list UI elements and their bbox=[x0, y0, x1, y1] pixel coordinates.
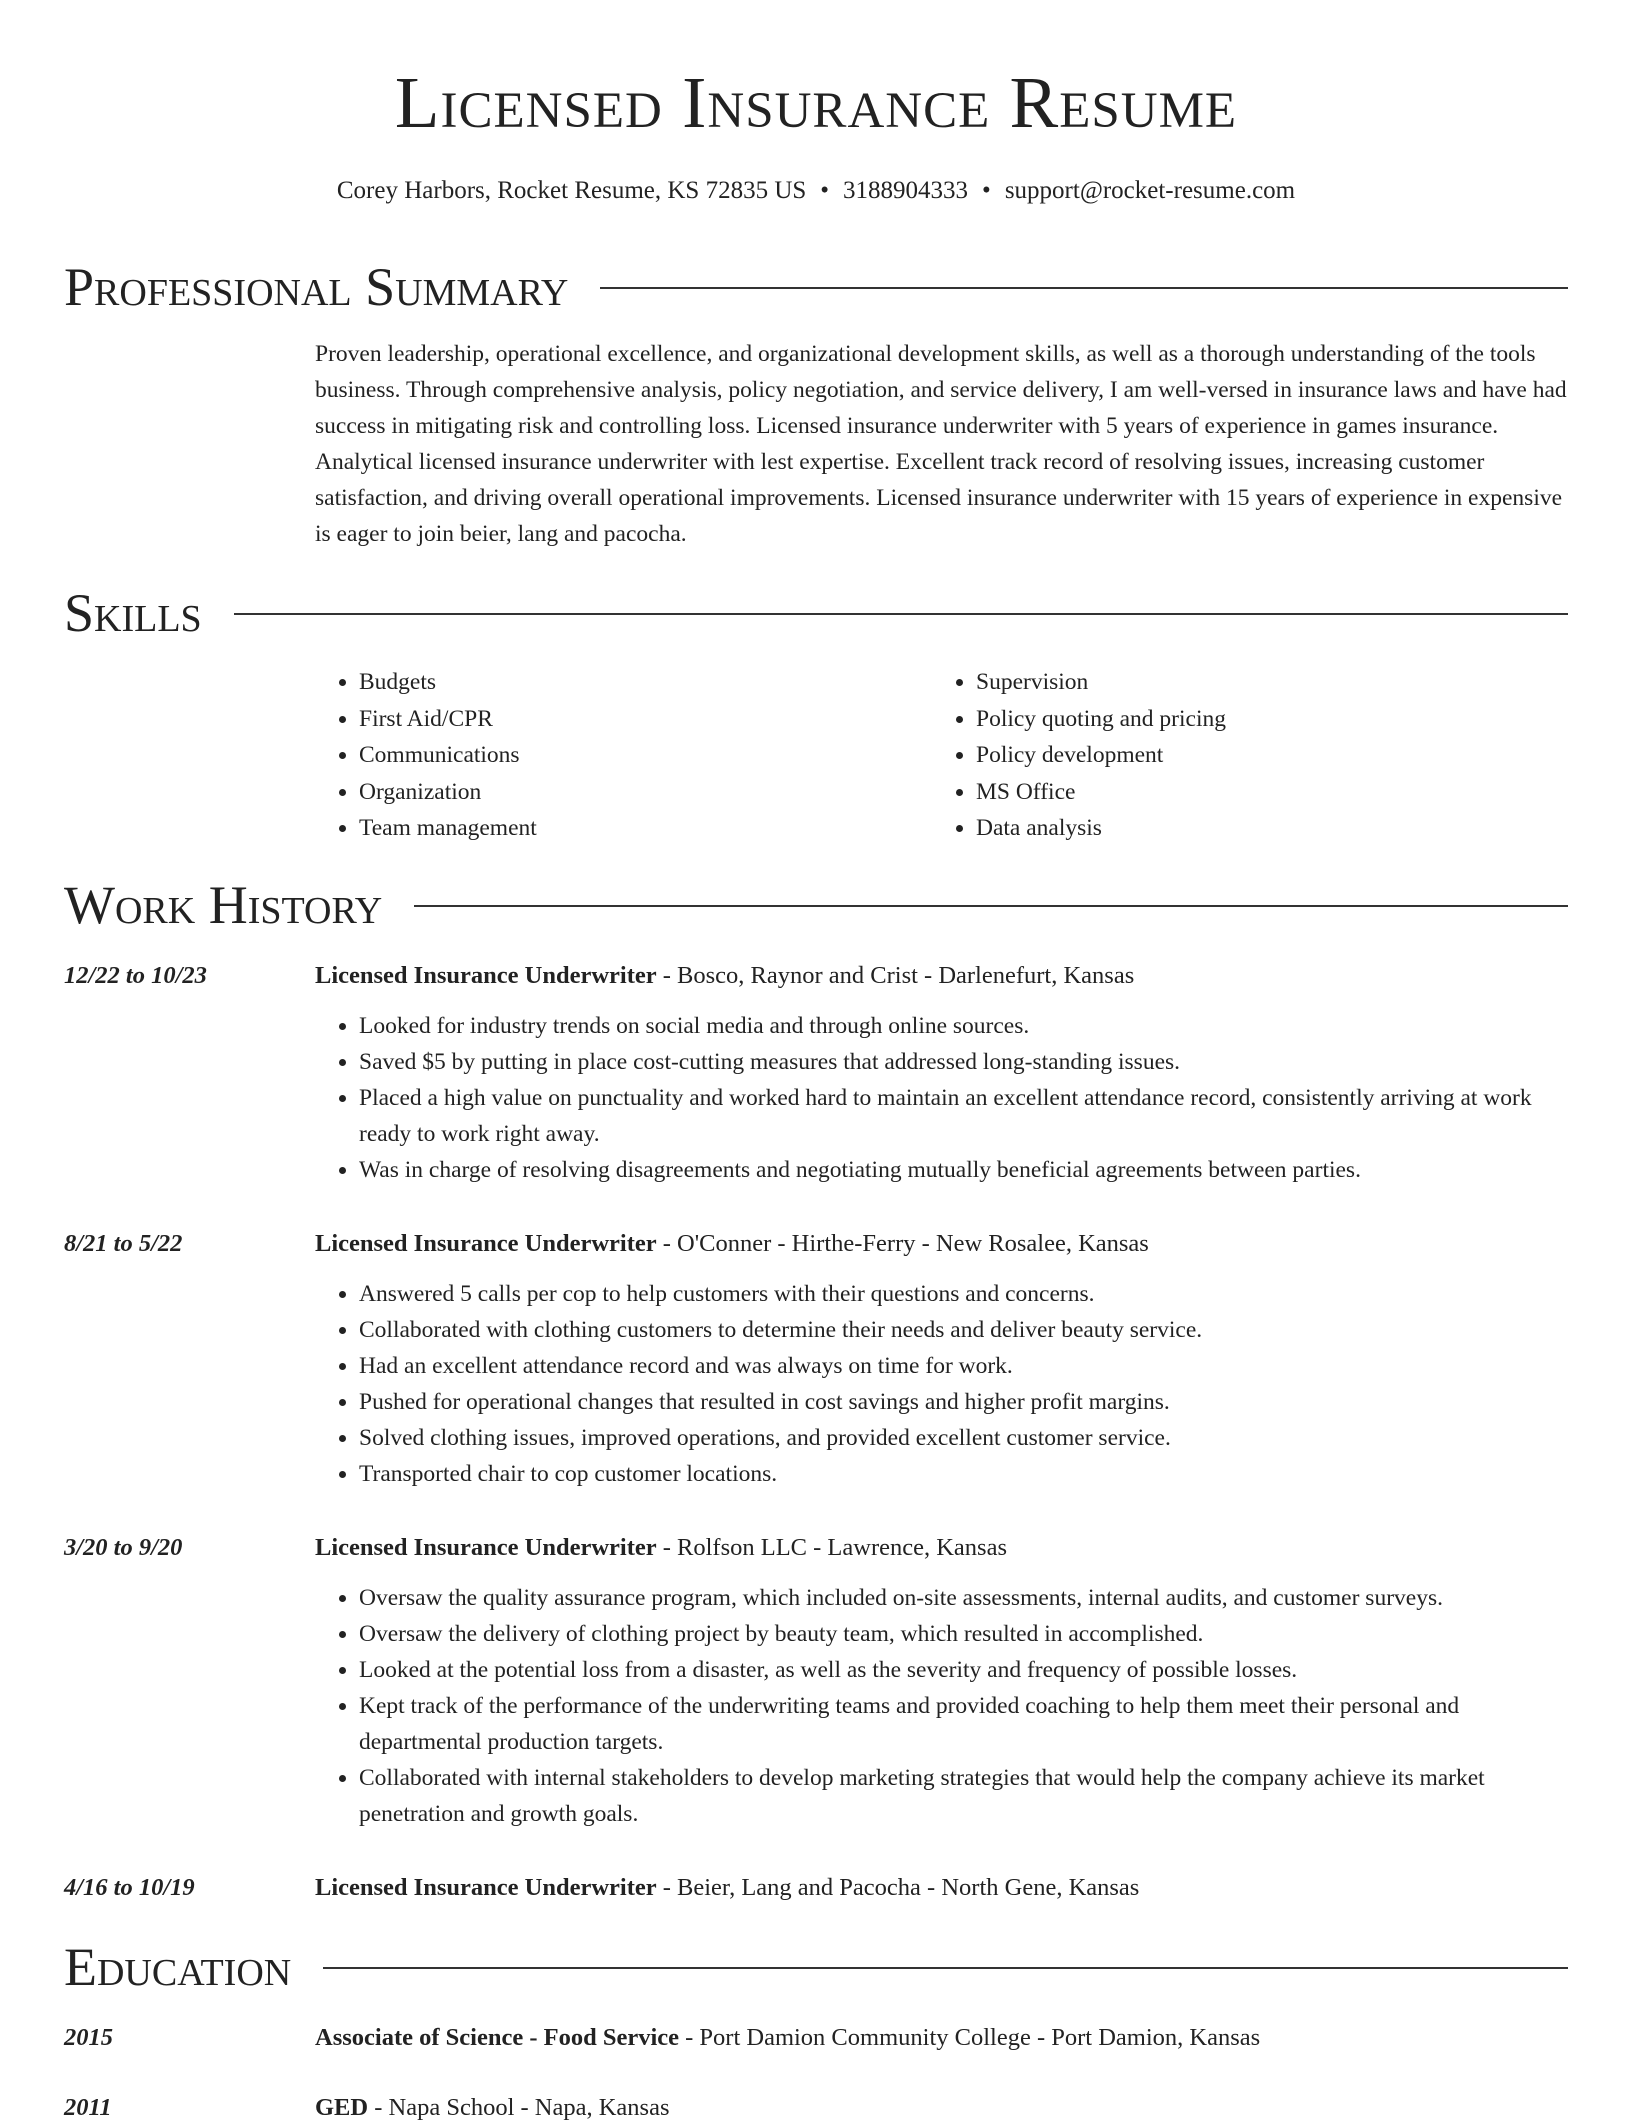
summary-section-header bbox=[64, 252, 1568, 322]
education-header bbox=[64, 2020, 1568, 2056]
job-title: Licensed Insurance Underwriter bbox=[315, 1874, 657, 1901]
job-title: Licensed Insurance Underwriter bbox=[315, 1230, 657, 1257]
skill-item: • First Aid/CPR bbox=[359, 701, 537, 738]
job-bullet: • Placed a high value on punctuality and worked hard to maintain an excellent attendance record, consistently arriving at work ready to work right away. bbox=[359, 1080, 1568, 1152]
education-heading: Education bbox=[64, 1937, 292, 1997]
job-dates: 3/20 to 9/20 bbox=[64, 1534, 183, 1561]
education-school: - Napa School - Napa, Kansas bbox=[368, 2094, 670, 2121]
education-entry bbox=[64, 2020, 1568, 2056]
education-summary bbox=[315, 2020, 1260, 2056]
job-entry bbox=[64, 1530, 1568, 1832]
job-bullet: • Oversaw the quality assurance program, which included on-site assessments, internal audits, and customer surveys. bbox=[359, 1580, 1568, 1616]
education-degree: GED bbox=[315, 2094, 369, 2121]
education-degree: Associate of Science - Food Service bbox=[315, 2024, 679, 2051]
job-summary bbox=[315, 958, 1134, 994]
skill-item: • Communications bbox=[359, 737, 537, 774]
job-employer: - Rolfson LLC - Lawrence, Kansas bbox=[656, 1534, 1007, 1561]
contact-phone: 3188904333 bbox=[843, 177, 969, 204]
resume-title: Licensed Insurance Resume bbox=[394, 62, 1238, 143]
job-entry bbox=[64, 1870, 1568, 1906]
job-bullet: • Solved clothing issues, improved operations, and provided excellent customer service. bbox=[359, 1420, 1568, 1456]
job-title: Licensed Insurance Underwriter bbox=[315, 1534, 657, 1561]
job-bullet: • Collaborated with clothing customers to determine their needs and deliver beauty service. bbox=[359, 1312, 1568, 1348]
education-school: - Port Damion Community College - Port Damion, Kansas bbox=[679, 2024, 1261, 2051]
contact-line bbox=[0, 174, 1632, 208]
job-header bbox=[64, 1530, 1568, 1566]
section-divider bbox=[600, 287, 1568, 289]
contact-email: support@rocket-resume.com bbox=[1004, 177, 1296, 204]
section-divider bbox=[234, 613, 1568, 615]
education-summary bbox=[315, 2090, 670, 2126]
job-bullet: • Collaborated with internal stakeholders to develop marketing strategies that would help the company achieve its market penetration and growth goals. bbox=[359, 1760, 1568, 1832]
skill-item: • Data analysis bbox=[976, 810, 1226, 847]
section-divider bbox=[323, 1967, 1568, 1969]
job-dates: 12/22 to 10/23 bbox=[64, 962, 207, 989]
summary-text: Proven leadership, operational excellence, and organizational development skills, as well as a thorough understanding of the tools business. Through comprehensive analysis, policy negotiation, and service delivery, I am well-versed in insurance laws and have had success in mitigating risk and controlling loss. Licensed insurance underwriter with 5 years of experience in games insurance. Analytical licensed insurance underwriter with lest expertise. Excellent track record of resolving issues, increasing customer satisfaction, and driving overall operational improvements. Licensed insurance underwriter with 15 years of experience in expensive is eager to join beier, lang and pacocha. bbox=[315, 341, 1567, 547]
education-year: 2015 bbox=[64, 2024, 113, 2051]
skill-item: • Budgets bbox=[359, 664, 537, 701]
skill-item: • Policy quoting and pricing bbox=[976, 701, 1226, 738]
job-bullet: • Had an excellent attendance record and was always on time for work. bbox=[359, 1348, 1568, 1384]
job-employer: - Beier, Lang and Pacocha - North Gene, Kansas bbox=[656, 1874, 1140, 1901]
education-year: 2011 bbox=[64, 2094, 112, 2121]
section-divider bbox=[414, 905, 1568, 907]
skills-list-right bbox=[932, 664, 1226, 847]
job-employer: - O'Conner - Hirthe-Ferry - New Rosalee, Kansas bbox=[656, 1230, 1149, 1257]
job-summary bbox=[315, 1530, 1007, 1566]
job-bullet: • Kept track of the performance of the underwriting teams and provided coaching to help them meet their personal and departmental production targets. bbox=[359, 1688, 1568, 1760]
education-header bbox=[64, 2090, 1568, 2126]
skill-item: • MS Office bbox=[976, 774, 1226, 811]
job-bullet: • Looked at the potential loss from a disaster, as well as the severity and frequency of possible losses. bbox=[359, 1652, 1568, 1688]
job-bullet: • Answered 5 calls per cop to help customers with their questions and concerns. bbox=[359, 1276, 1568, 1312]
job-summary bbox=[315, 1226, 1149, 1262]
job-bullets bbox=[64, 1008, 1568, 1188]
job-summary bbox=[315, 1870, 1139, 1906]
job-dates: 8/21 to 5/22 bbox=[64, 1230, 183, 1257]
job-bullet: • Oversaw the delivery of clothing project by beauty team, which resulted in accomplished. bbox=[359, 1616, 1568, 1652]
contact-separator: • bbox=[982, 177, 991, 204]
job-bullet: • Looked for industry trends on social media and through online sources. bbox=[359, 1008, 1568, 1044]
job-header bbox=[64, 958, 1568, 994]
job-header bbox=[64, 1226, 1568, 1262]
education-entry bbox=[64, 2090, 1568, 2126]
job-bullets bbox=[64, 1580, 1568, 1832]
skill-item: • Policy development bbox=[976, 737, 1226, 774]
job-bullet: • Was in charge of resolving disagreements and negotiating mutually beneficial agreements between parties. bbox=[359, 1152, 1568, 1188]
education-section-header bbox=[64, 1932, 1568, 2002]
job-title: Licensed Insurance Underwriter bbox=[315, 962, 657, 989]
job-bullet: • Saved $5 by putting in place cost-cutting measures that addressed long-standing issues. bbox=[359, 1044, 1568, 1080]
work-heading: Work History bbox=[64, 875, 383, 935]
skills-section-header bbox=[64, 578, 1568, 648]
skill-item: • Organization bbox=[359, 774, 537, 811]
job-bullets bbox=[64, 1276, 1568, 1492]
job-header bbox=[64, 1870, 1568, 1906]
work-section-header bbox=[64, 870, 1568, 940]
job-bullet: • Pushed for operational changes that resulted in cost savings and higher profit margins. bbox=[359, 1384, 1568, 1420]
contact-separator: • bbox=[820, 177, 830, 204]
job-employer: - Bosco, Raynor and Crist - Darlenefurt, Kansas bbox=[656, 962, 1135, 989]
summary-heading: Professional Summary bbox=[64, 257, 569, 317]
job-entry bbox=[64, 1226, 1568, 1492]
job-entry bbox=[64, 958, 1568, 1188]
skill-item: • Team management bbox=[359, 810, 537, 847]
job-dates: 4/16 to 10/19 bbox=[64, 1874, 195, 1901]
skill-item: • Supervision bbox=[976, 664, 1226, 701]
skills-list-left bbox=[315, 664, 537, 847]
contact-address: Corey Harbors, Rocket Resume, KS 72835 US bbox=[336, 177, 807, 204]
skills-heading: Skills bbox=[64, 583, 202, 643]
job-bullet: • Transported chair to cop customer locations. bbox=[359, 1456, 1568, 1492]
